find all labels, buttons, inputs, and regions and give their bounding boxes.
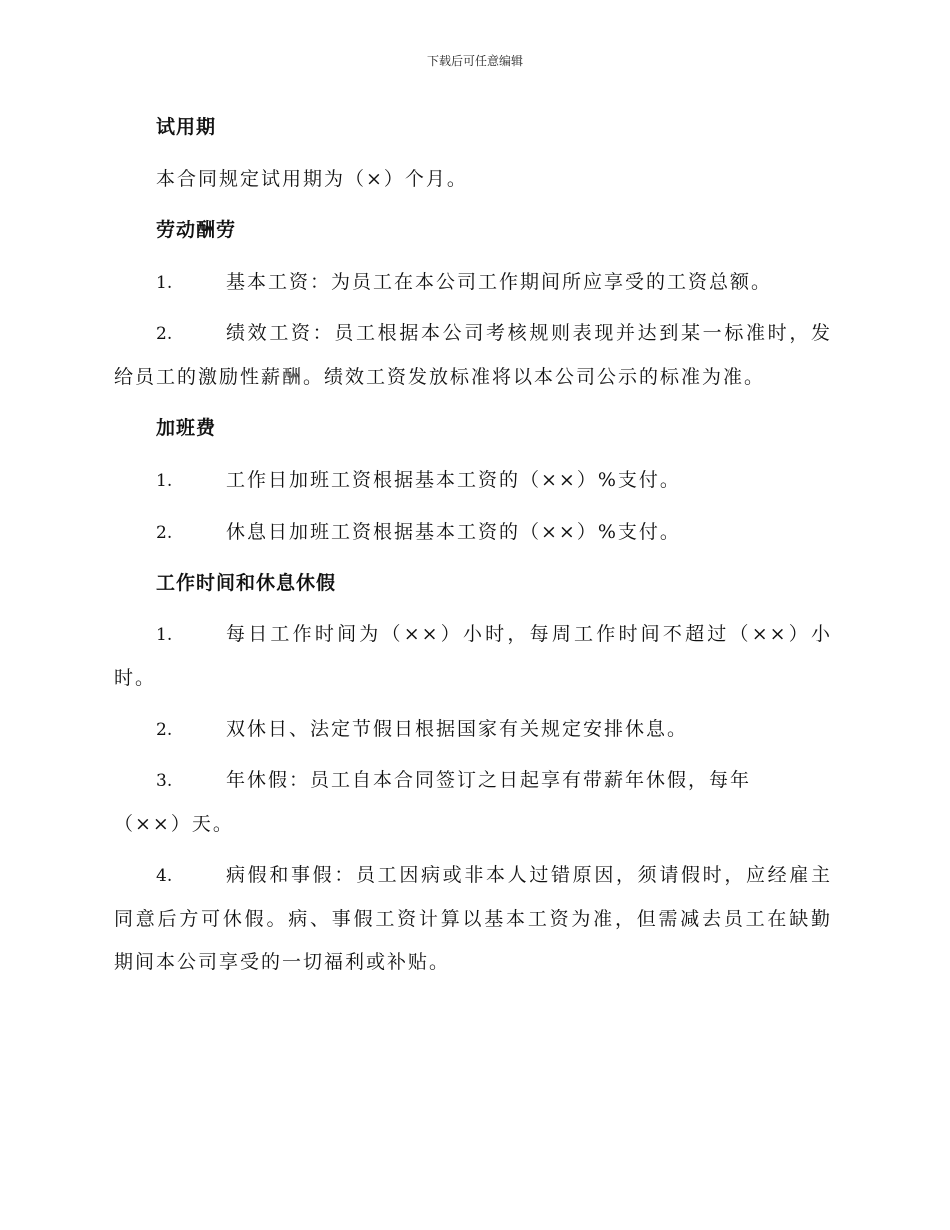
list-item-number: 2.	[156, 324, 173, 344]
list-item-text: 休息日加班工资根据基本工资的（××）%支付。	[226, 521, 681, 543]
list-item-number: 1.	[156, 273, 173, 293]
section-title-remuneration: 劳动酬劳	[156, 219, 237, 241]
list-item-text-continued: 期间本公司享受的一切福利或补贴。	[114, 951, 451, 973]
list-item-text-continued: 时。	[114, 667, 157, 689]
list-item-number: 4.	[156, 866, 173, 886]
section-title-worktime: 工作时间和休息休假	[156, 572, 337, 594]
list-item-number: 1.	[156, 471, 173, 491]
list-item-number: 2.	[156, 720, 173, 740]
list-item-text: 年休假：员工自本合同签订之日起享有带薪年休假，每年	[226, 769, 752, 791]
probation-text: 本合同规定试用期为（×）个月。	[156, 168, 468, 190]
list-item-text: 工作日加班工资根据基本工资的（××）%支付。	[226, 469, 681, 491]
page-header: 下载后可任意编辑	[426, 54, 523, 68]
list-item-text-continued: 同意后方可休假。病、事假工资计算以基本工资为准，但需减去员工在缺勤	[114, 908, 832, 930]
section-title-overtime: 加班费	[156, 417, 217, 439]
list-item-text: 绩效工资：员工根据本公司考核规则表现并达到某一标准时，发	[226, 322, 832, 344]
list-item-text: 每日工作时间为（××）小时，每周工作时间不超过（××）小	[226, 623, 832, 645]
list-item-number: 1.	[156, 625, 173, 645]
list-item-text: 基本工资：为员工在本公司工作期间所应享受的工资总额。	[226, 271, 773, 293]
list-item-text: 病假和事假：员工因病或非本人过错原因，须请假时，应经雇主	[226, 864, 832, 886]
list-item-text: 双休日、法定节假日根据国家有关规定安排休息。	[226, 718, 689, 740]
list-item-text-continued: 给员工的激励性薪酬。绩效工资发放标准将以本公司公示的标准为准。	[114, 366, 766, 388]
list-item-number: 2.	[156, 523, 173, 543]
list-item-number: 3.	[156, 771, 173, 791]
section-title-probation: 试用期	[156, 116, 217, 138]
list-item-text-continued: （××）天。	[114, 813, 234, 835]
